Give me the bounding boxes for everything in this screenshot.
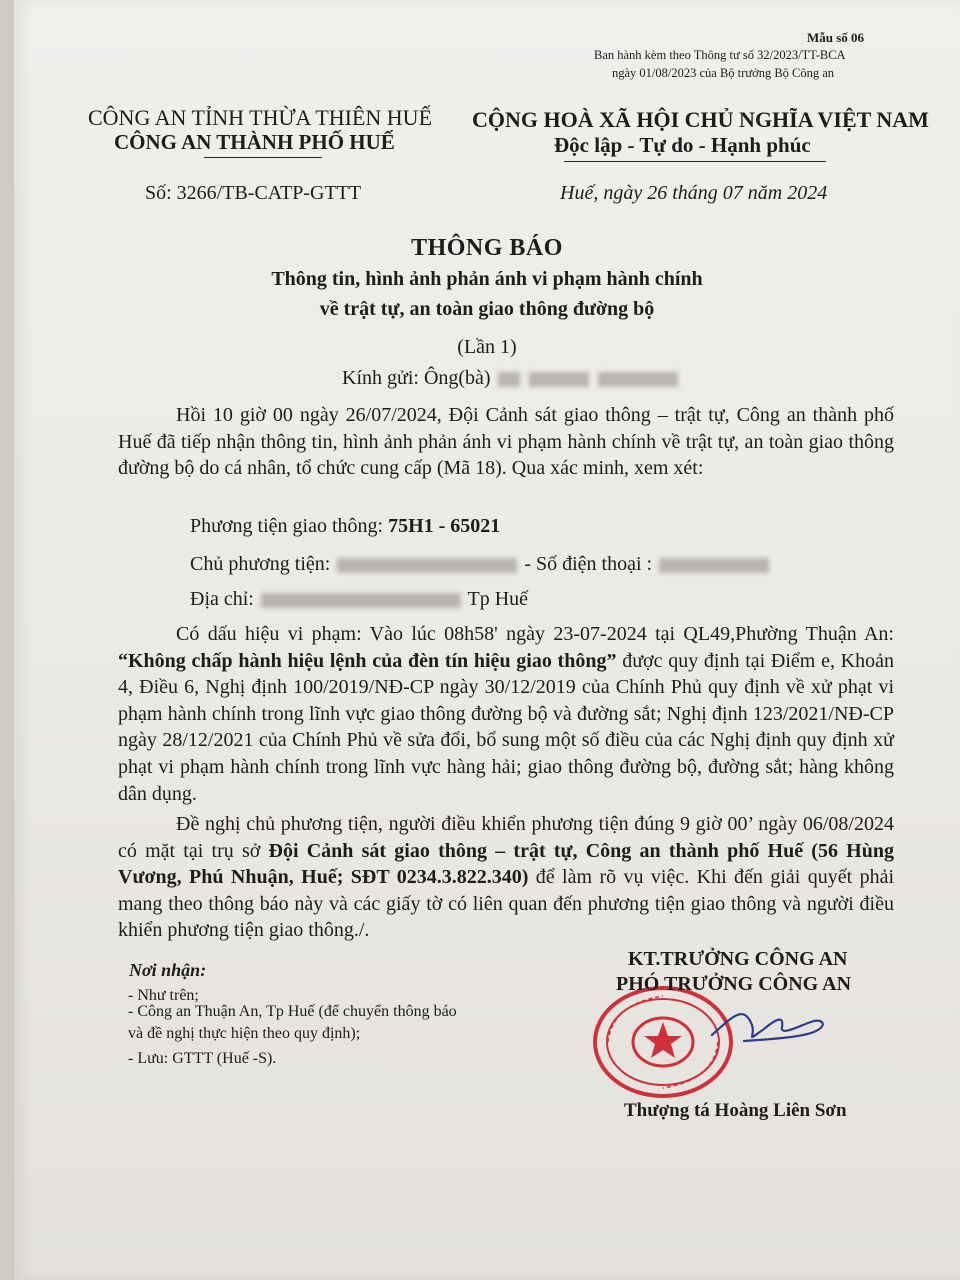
redacted-name [598,372,678,387]
signer-title-line2: PHÓ TRƯỞNG CÔNG AN [616,973,852,995]
document-number: Số: 3266/TB-CATP-GTTT [145,182,362,204]
recipients-heading: Nơi nhận: [129,960,207,980]
vehicle-label: Phương tiện giao thông: [190,515,389,537]
agency-name: CÔNG AN TỈNH THỪA THIÊN HUẾ [88,105,433,130]
violation-text-after: được quy định tại Điểm e, Khoản 4, Điều 6, Nghị định 100/2019/NĐ-CP ngày 30/12/2019 của Chính Phủ quy định về xử phạt vi phạm hành chính trong lĩnh vực giao thông đường bộ và đường sắt; Nghị định 123/2021/NĐ-CP ngày 28/12/2021 của Chính Phủ về sửa đổi, bổ sung một số điều của các Nghị định quy định xử phạt vi phạm hành chính trong lĩnh vực hàng hải; giao thông đường bộ, đường sắt; hàng không dân dụng. [118,649,894,805]
paragraph-violation [118,621,894,807]
address-label: Địa chỉ: [190,588,254,610]
redacted-owner [337,558,517,573]
redacted-address [261,593,461,608]
recipient-item: - Công an Thuận An, Tp Huế (để chuyển thông báo [128,1003,457,1020]
unit-underline [204,157,322,158]
request-text-after: để làm rõ vụ việc. Khi đến giải quyết phải mang theo thông báo này và các giấy tờ có liên quan đến phương tiện giao thông và người điều khiển phương tiện giao thông./. [118,866,894,942]
phone-label: - Số điện thoại : [524,553,653,575]
violation-text-before: Có dấu hiệu vi phạm: Vào lúc 08h58' ngày 23-07-2024 tại QL49,Phường Thuận An: [176,623,894,645]
doc-subtitle-line1: Thông tin, hình ảnh phản ánh vi phạm hành chính [271,268,703,290]
recipient-line [342,367,680,390]
form-issued-line1: Ban hành kèm theo Thông tư số 32/2023/TT-BCA [594,48,846,62]
owner-label: Chủ phương tiện: [190,553,331,575]
nation-name: CỘNG HOÀ XÃ HỘI CHỦ NGHĨA VIỆT NAM [472,107,929,132]
redacted-name [498,372,520,387]
paragraph-intro: Hồi 10 giờ 00 ngày 26/07/2024, Đội Cảnh sát giao thông – trật tự, Công an thành phố Huế đã tiếp nhận thông tin, hình ảnh phản ánh vi phạm hành chính về trật tự, an toàn giao thông đường bộ do cá nhân, tổ chức cung cấp (Mã 18). Qua xác minh, xem xét: [118,404,894,480]
redacted-phone [659,558,769,573]
date-line: Huế, ngày 26 tháng 07 năm 2024 [560,182,828,204]
signer-name: Thượng tá Hoàng Liên Sơn [624,1100,847,1121]
office-address: Đội Cảnh sát giao thông – trật tự, Công an thành phố Huế (56 Hùng Vương, Phú Nhuận, Huế; SĐT 0234.3.822.340) [118,839,894,889]
owner-field [190,553,771,576]
request-text-before: Đề nghị chủ phương tiện, người điều khiển phương tiện đúng 9 giờ 00’ ngày 06/08/2024 có mặt tại trụ sở [118,813,894,862]
recipient-label: Kính gửi: Ông(bà) [342,367,491,389]
address-city: Tp Huế [467,588,529,610]
recipient-item: và đề nghị thực hiện theo quy định); [128,1025,361,1042]
vehicle-plate: 75H1 - 65021 [388,515,501,537]
violation-name: “Không chấp hành hiệu lệnh của đèn tín hiệu giao thông” [118,649,617,672]
redacted-name [529,372,589,387]
document-page [14,0,960,1280]
signature [704,995,834,1055]
paragraph-request [118,811,894,944]
form-number: Mẫu số 06 [807,30,865,45]
recipient-item: - Như trên; [128,987,199,1004]
doc-title: THÔNG BÁO [411,235,563,261]
form-issued-line2: ngày 01/08/2023 của Bộ trưởng Bộ Công an [612,66,835,80]
recipient-item: - Lưu: GTTT (Huế -S). [128,1050,277,1067]
vehicle-field [190,515,500,538]
motto-underline [564,161,826,162]
signer-title-line1: KT.TRƯỞNG CÔNG AN [628,948,848,970]
unit-name: CÔNG AN THÀNH PHỐ HUẾ [114,130,395,154]
motto: Độc lập - Tự do - Hạnh phúc [554,133,811,157]
doc-subtitle-line2: về trật tự, an toàn giao thông đường bộ [319,298,655,320]
notice-times: (Lần 1) [457,336,517,358]
address-field [190,588,528,611]
